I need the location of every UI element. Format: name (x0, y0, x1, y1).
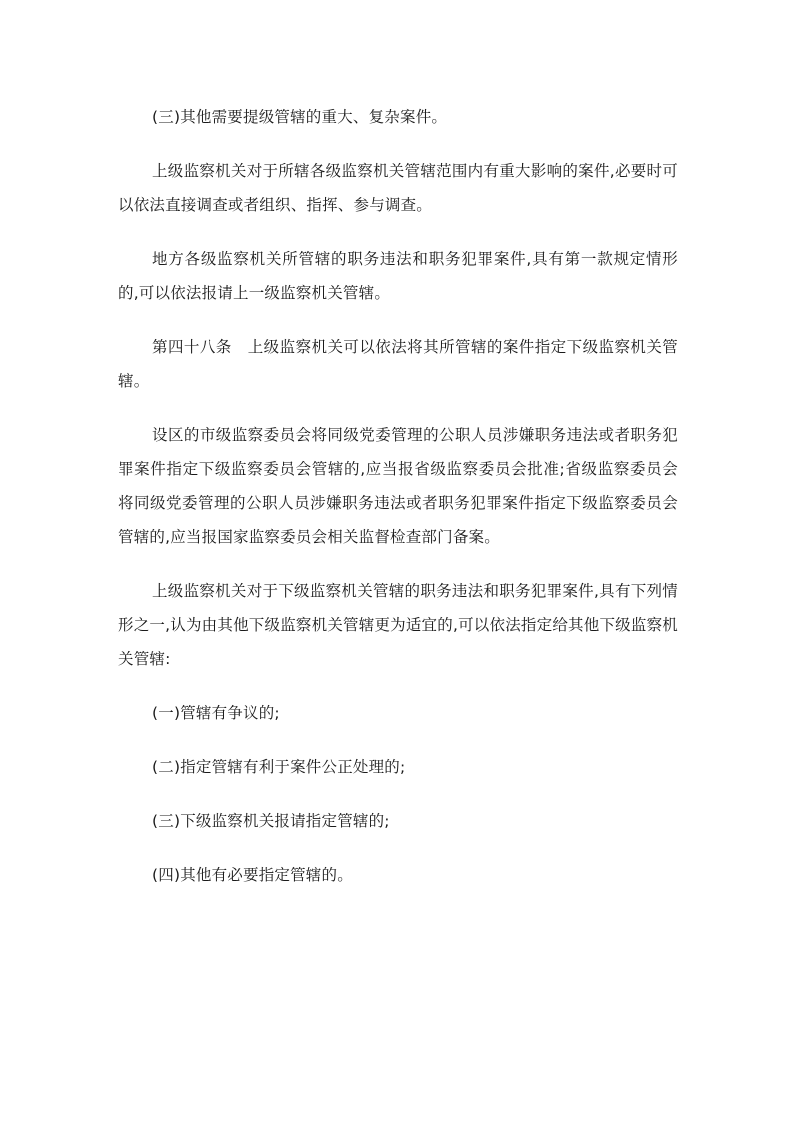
document-body (118, 100, 678, 912)
list-item-other-necessary: (四)其他有必要指定管辖的。 (152, 866, 353, 884)
article-number: 第四十八条 (152, 338, 232, 356)
paragraph-article-48 (118, 330, 678, 398)
paragraph-direct-investigation: 上级监察机关对于所辖各级监察机关管辖范围内有重大影响的案件,必要时可以依法直接调查或者组织、指挥、参与调查。 (118, 162, 678, 214)
list-item-fair-handling: (二)指定管辖有利于案件公正处理的; (152, 758, 406, 776)
list-item-lower-request: (三)下级监察机关报请指定管辖的; (152, 812, 390, 830)
list-item-dispute: (一)管辖有争议的; (152, 704, 280, 722)
paragraph-designated-jurisdiction-approval: 设区的市级监察委员会将同级党委管理的公职人员涉嫌职务违法或者职务犯罪案件指定下级监察委员会管辖的,应当报省级监察委员会批准;省级监察委员会将同级党委管理的公职人员涉嫌职务违法或者职务犯罪案件指定下级监察委员会管辖的,应当报国家监察委员会相关监督检查部门备案。 (118, 426, 678, 546)
paragraph-request-higher-jurisdiction: 地方各级监察机关所管辖的职务违法和职务犯罪案件,具有第一款规定情形的,可以依法报请上一级监察机关管辖。 (118, 250, 678, 302)
paragraph-level-up-complex-cases: (三)其他需要提级管辖的重大、复杂案件。 (152, 108, 448, 126)
paragraph-designation-conditions: 上级监察机关对于下级监察机关管辖的职务违法和职务犯罪案件,具有下列情形之一,认为由其他下级监察机关管辖更为适宜的,可以依法指定给其他下级监察机关管辖: (118, 582, 678, 668)
article-text: 上级监察机关可以依法将其所管辖的案件指定下级监察机关管辖。 (118, 338, 678, 390)
